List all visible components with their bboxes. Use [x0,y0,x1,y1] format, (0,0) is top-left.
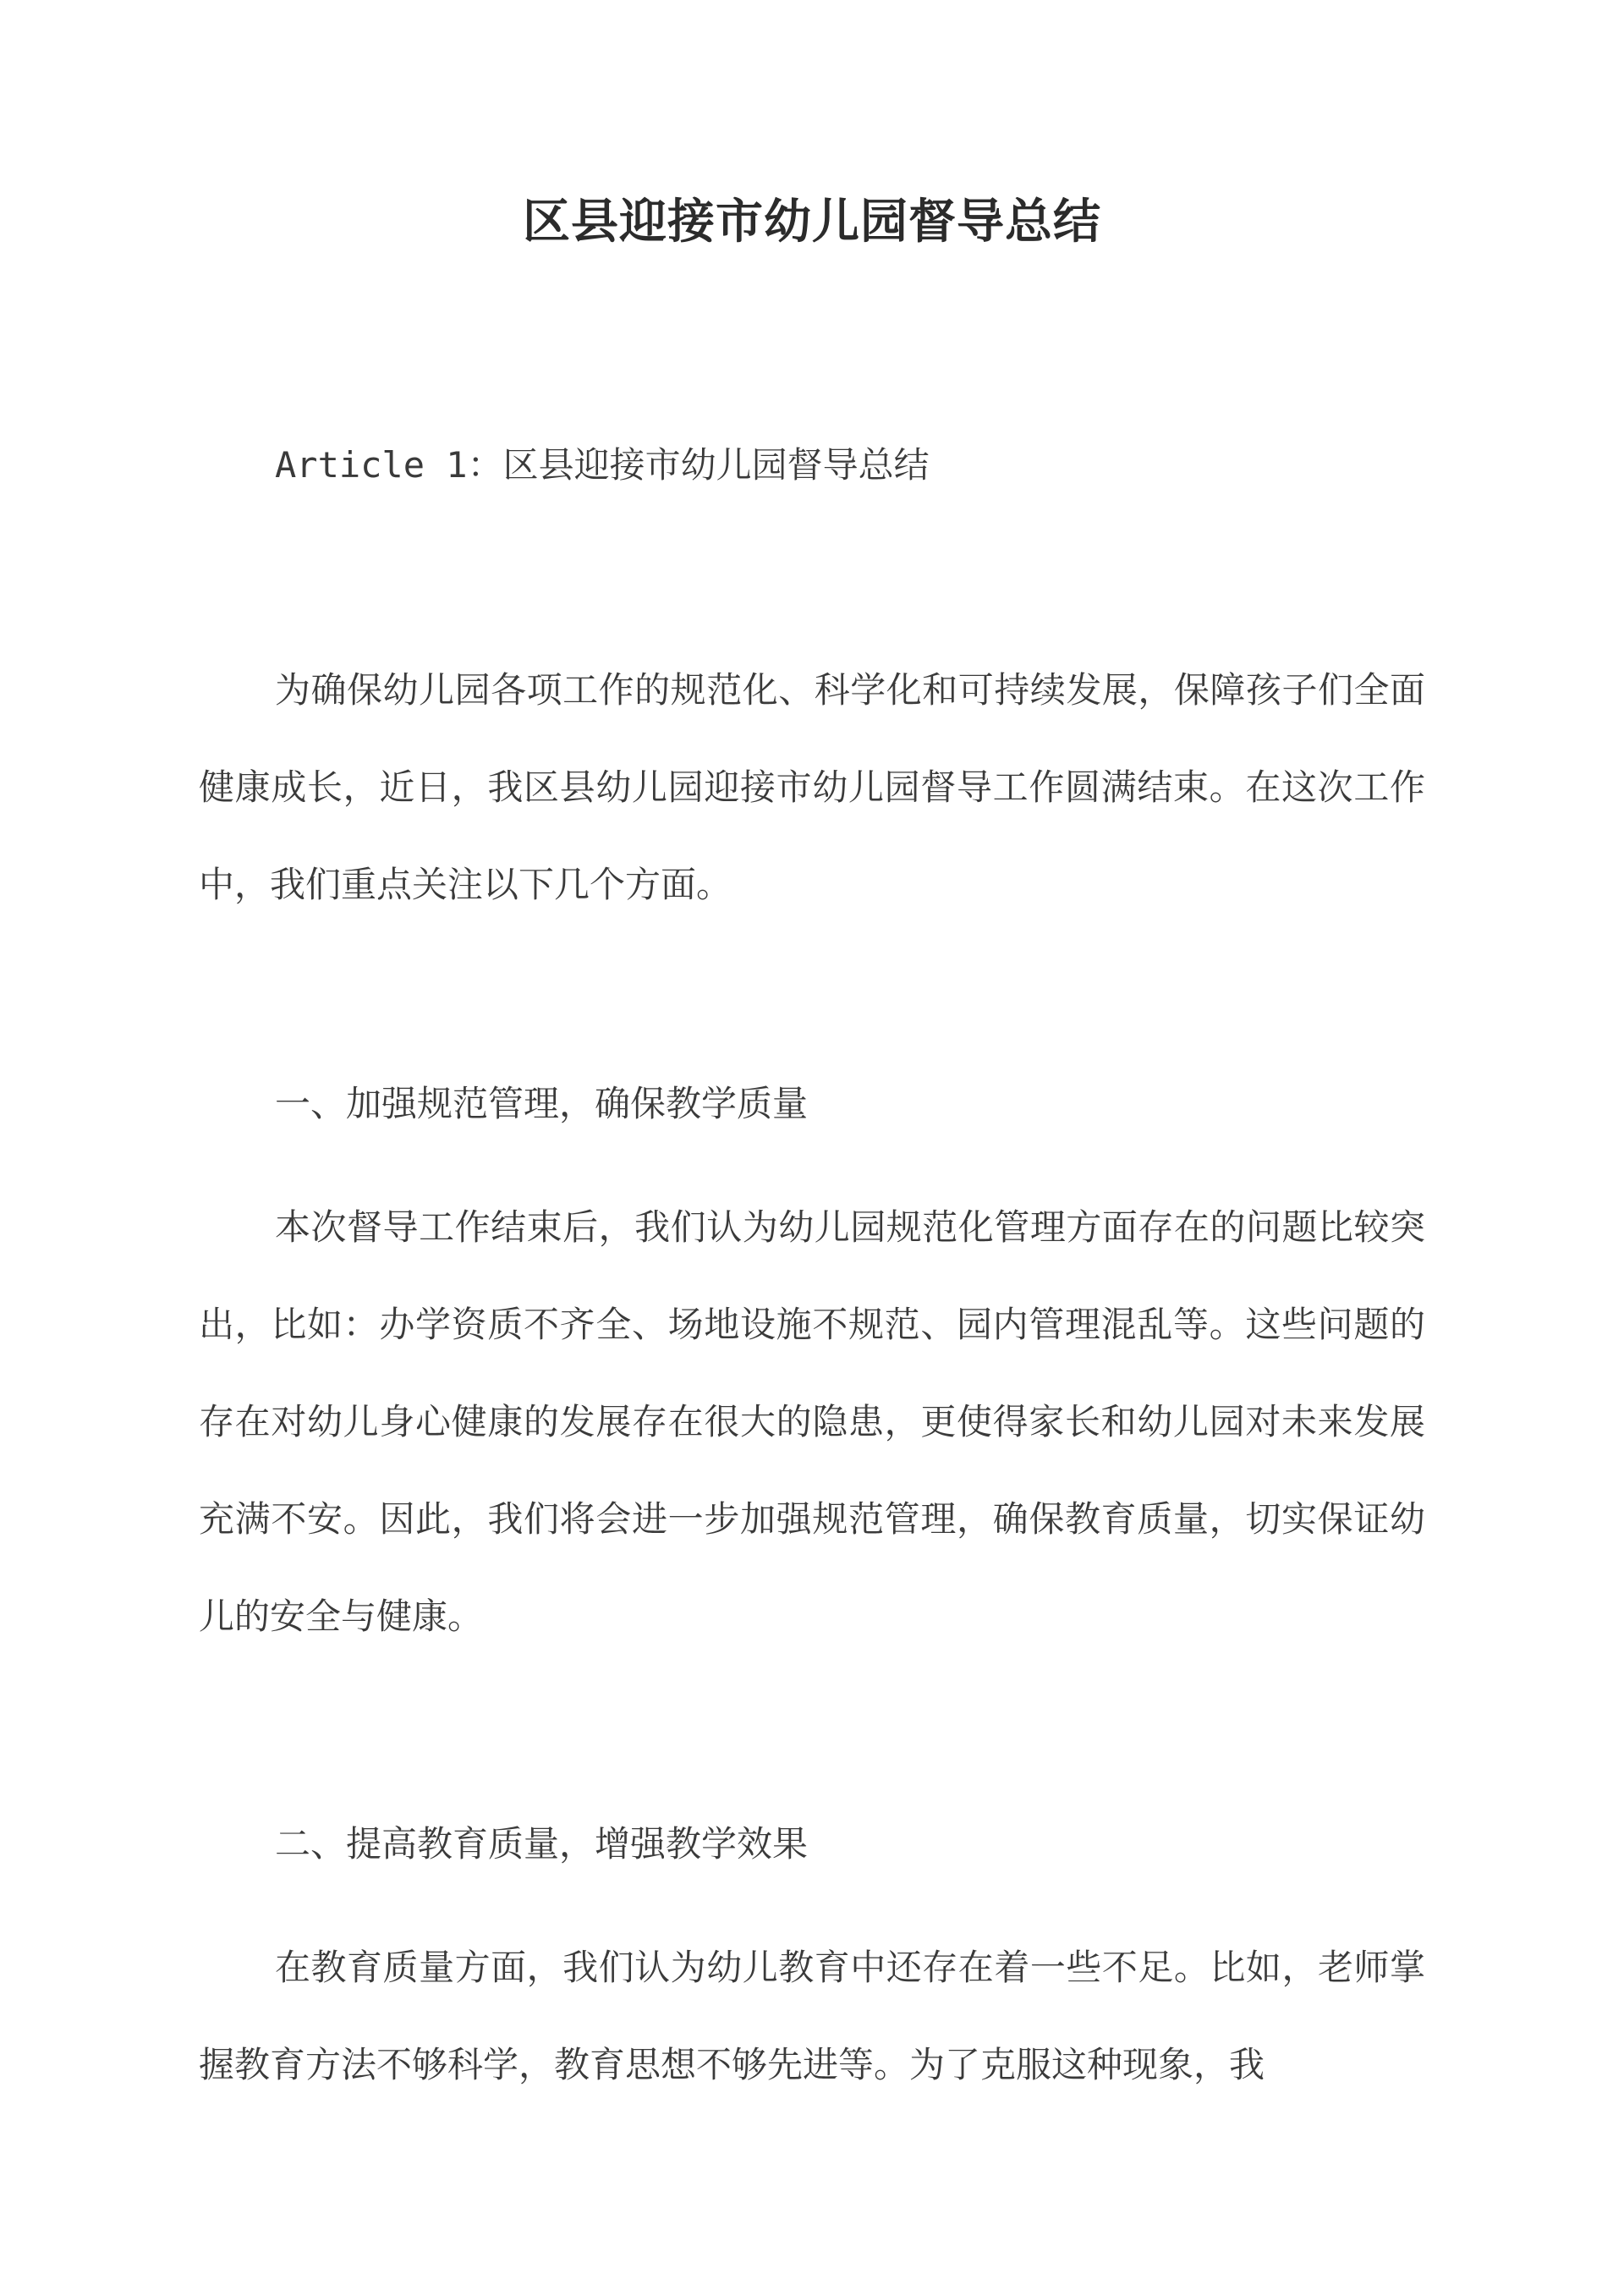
section-2-heading: 二、提高教育质量，增强教学效果 [275,1823,809,1865]
article-label-text: 区县迎接市幼儿园督导总结 [502,444,930,486]
article-label-separator: ： [467,444,503,486]
document-title: 区县迎接市幼儿园督导总结 [523,194,1101,250]
section-1-heading: 一、加强规范管理，确保教学质量 [275,1083,809,1124]
section-2-paragraph: 在教育质量方面，我们认为幼儿教育中还存在着一些不足。比如，老师掌握教育方法不够科学，教育思想不够先进等。为了克服这种现象，我 [199,1947,1425,2085]
article-label [275,440,1501,491]
intro-paragraph: 为确保幼儿园各项工作的规范化、科学化和可持续发展，保障孩子们全面健康成长，近日，我区县幼儿园迎接市幼儿园督导工作圆满结束。在这次工作中，我们重点关注以下几个方面。 [199,669,1425,905]
section-1-paragraph: 本次督导工作结束后，我们认为幼儿园规范化管理方面存在的问题比较突出，比如：办学资质不齐全、场地设施不规范、园内管理混乱等。这些问题的存在对幼儿身心健康的发展存在很大的隐患，更使得家长和幼儿园对未来发展充满不安。因此，我们将会进一步加强规范管理，确保教育质量，切实保证幼儿的安全与健康。 [199,1206,1425,1637]
article-number: Article 1 [275,444,468,486]
